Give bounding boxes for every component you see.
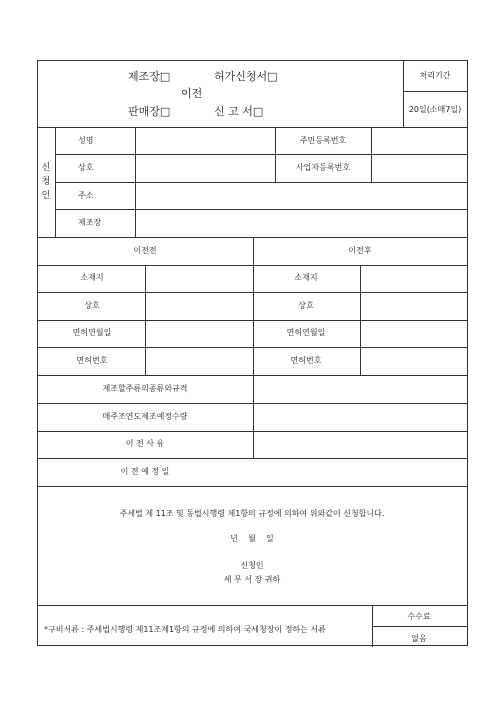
- divider-applicant-label: [55, 127, 56, 237]
- divider-processing-col: [403, 61, 404, 127]
- divider-after-value: [360, 265, 361, 375]
- title-manufacture: 제조장□: [128, 70, 171, 83]
- product-type-label: 제조할주류의종류와규격: [102, 384, 188, 393]
- applicant-factory-label: 제조장: [78, 218, 102, 227]
- divider-center: [253, 237, 254, 458]
- divider-header: [38, 127, 467, 128]
- statement-addressee: 세 무 서 장 귀하: [223, 575, 281, 584]
- divider-footer: [38, 605, 467, 606]
- applicant-label-1: 신: [41, 163, 51, 173]
- divider-applicant-mid: [275, 127, 276, 182]
- divider-applicant-mid-value: [371, 127, 372, 182]
- after-trade-name-label: 상호: [298, 301, 314, 310]
- application-form: [37, 60, 468, 646]
- processing-period-value: 20일(소매7일): [408, 105, 462, 114]
- divider-date: [38, 458, 467, 459]
- before-license-no-label: 면허번호: [76, 356, 108, 365]
- title-relocation: 이전: [181, 87, 203, 100]
- planned-volume-label: 매주조연도제조예정수량: [102, 412, 188, 421]
- applicant-address-label: 주소: [78, 191, 94, 200]
- applicant-label-2: 청: [41, 177, 51, 187]
- applicant-trade-name-label: 상호: [78, 163, 94, 172]
- divider-before-value: [145, 265, 146, 375]
- title-report: 신 고 서□: [214, 105, 264, 118]
- divider-applicant-value: [135, 127, 136, 237]
- after-license-date-label: 면허연월일: [286, 328, 326, 337]
- divider-fee: [372, 626, 467, 627]
- required-documents: *구비서류 : 주세법시행령 제11조제1항의 규정에 의하여 국세청장이 정하는 서류: [44, 625, 326, 634]
- divider-applicant-1: [55, 154, 467, 155]
- divider-statement: [38, 486, 467, 487]
- applicant-name-label: 성명: [78, 136, 94, 145]
- before-license-date-label: 면허연월일: [72, 328, 112, 337]
- divider-fee-col: [372, 605, 373, 647]
- statement-body: 주세법 제 11조 및 동법시행령 제1항의 규정에 의하여 위와같이 신청합니다.: [119, 509, 385, 518]
- divider-processing: [403, 91, 467, 92]
- before-header: 이전전: [133, 246, 157, 255]
- statement-applicant: 신청인: [240, 561, 264, 570]
- scheduled-date-label: 이 전 예 정 일: [120, 467, 170, 476]
- resident-no-label: 주민등록번호: [299, 136, 347, 145]
- divider-applicant-3: [55, 209, 467, 210]
- before-location-label: 소재지: [80, 273, 104, 282]
- title-sales: 판매장□: [128, 105, 171, 118]
- fee-value: 없음: [411, 634, 427, 643]
- statement-date: 년 월 일: [230, 534, 274, 543]
- processing-period-label: 처리기간: [419, 71, 451, 80]
- title-permit-application: 허가신청서□: [214, 70, 278, 83]
- reason-label: 이 전 사 유: [125, 439, 165, 448]
- after-license-no-label: 면허번호: [290, 356, 322, 365]
- divider-applicant-2: [55, 182, 467, 183]
- after-location-label: 소재지: [294, 273, 318, 282]
- fee-label: 수수료: [407, 612, 431, 621]
- before-trade-name-label: 상호: [84, 301, 100, 310]
- after-header: 이전후: [348, 246, 372, 255]
- applicant-label-3: 인: [41, 191, 51, 201]
- business-no-label: 사업자등록번호: [295, 163, 351, 172]
